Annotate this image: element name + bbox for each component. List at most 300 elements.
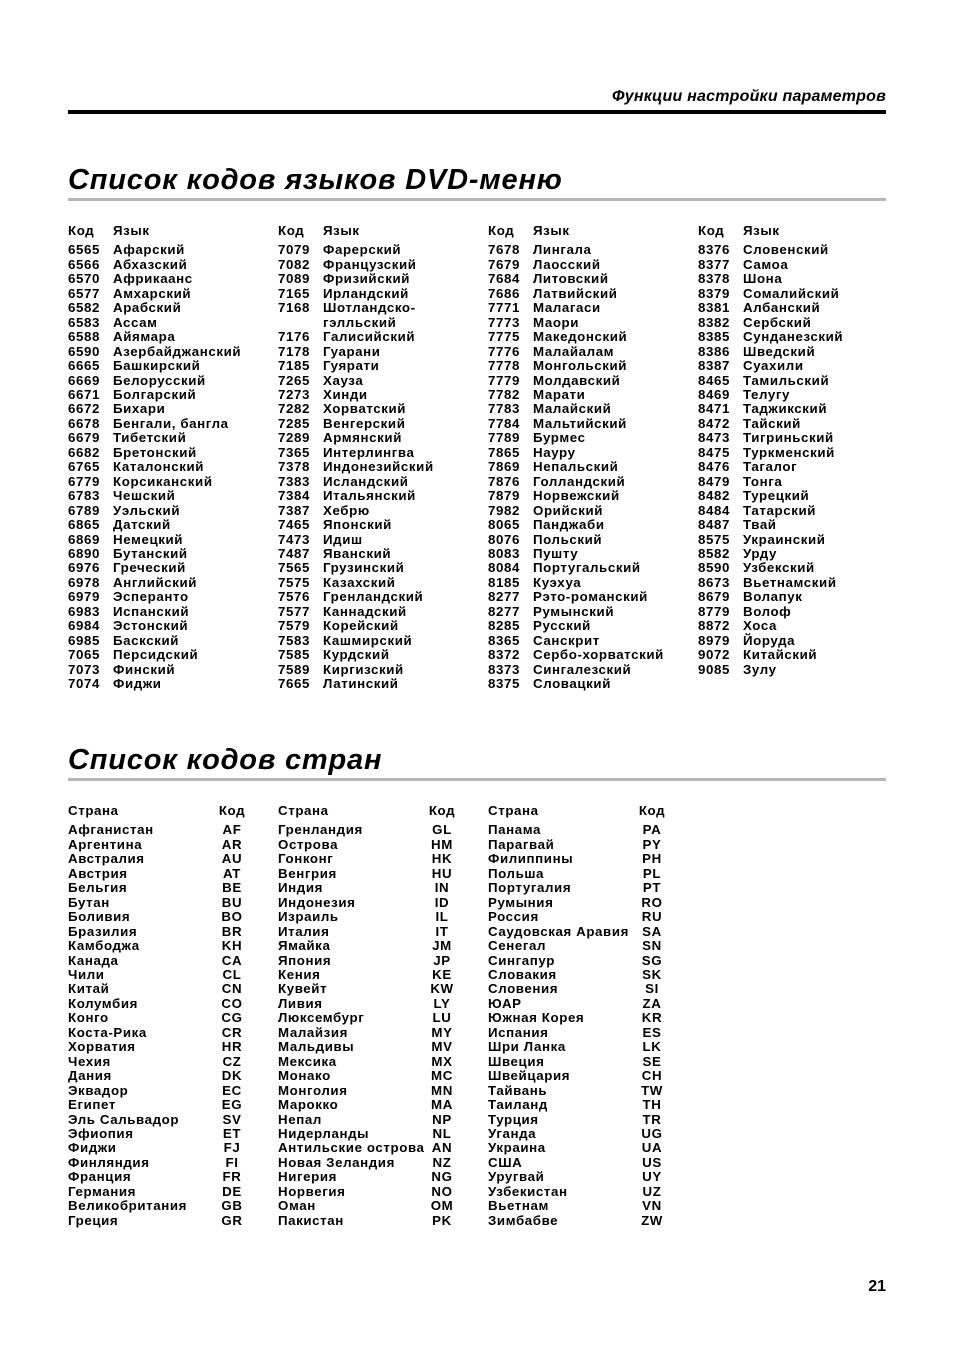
language-code: 7865 — [488, 444, 520, 460]
language-column-header — [68, 224, 278, 238]
country-name: Ливия — [278, 995, 323, 1011]
country-code: PL — [642, 865, 662, 881]
country-name: Сенегал — [488, 938, 547, 954]
country-code: PT — [642, 880, 662, 896]
country-code: SA — [642, 923, 662, 939]
language-name: Вьетнамский — [743, 574, 837, 590]
language-name: Маори — [533, 314, 580, 330]
country-name: Индия — [278, 880, 323, 896]
country-code: NG — [431, 1169, 453, 1185]
language-row — [488, 605, 698, 619]
language-name: Бихари — [113, 401, 166, 417]
country-name: Кения — [278, 966, 321, 982]
country-row — [488, 925, 698, 939]
country-name: Конго — [68, 1010, 109, 1026]
language-name: Тайский — [743, 415, 801, 431]
language-row — [68, 518, 278, 532]
country-name: Гренландия — [278, 822, 363, 838]
country-row — [68, 1141, 278, 1155]
language-column — [488, 224, 698, 692]
country-name: Дания — [68, 1068, 112, 1084]
language-name: Молдавский — [533, 372, 621, 388]
country-code: AN — [431, 1140, 453, 1156]
country-code: SV — [222, 1111, 242, 1127]
language-code: 8277 — [488, 603, 520, 619]
language-row — [68, 648, 278, 662]
language-code: 7679 — [488, 256, 520, 272]
language-row — [278, 330, 488, 344]
language-row — [68, 301, 278, 315]
country-row — [68, 1026, 278, 1040]
country-row — [488, 982, 698, 996]
language-code: 8386 — [698, 343, 730, 359]
country-code: OM — [430, 1198, 454, 1214]
language-row — [68, 677, 278, 691]
language-code: 7273 — [278, 386, 310, 402]
language-name: Сингалезский — [533, 661, 632, 677]
country-code: UG — [641, 1125, 663, 1141]
language-code: 7585 — [278, 647, 310, 663]
country-name: Австралия — [68, 851, 145, 867]
language-row — [68, 590, 278, 604]
country-code: BR — [221, 923, 243, 939]
language-code: 6765 — [68, 459, 100, 475]
language-row — [488, 431, 698, 445]
language-code: 8473 — [698, 430, 730, 446]
language-code: 8065 — [488, 517, 520, 533]
language-row — [488, 576, 698, 590]
country-name: Гонконг — [278, 851, 334, 867]
language-code: 8465 — [698, 372, 730, 388]
country-code: KE — [432, 966, 452, 982]
language-row — [698, 374, 908, 388]
country-code: SN — [642, 938, 662, 954]
country-row — [68, 968, 278, 982]
language-row — [68, 576, 278, 590]
language-row — [68, 417, 278, 431]
language-name: Турецкий — [743, 488, 810, 504]
country-code: IN — [434, 880, 450, 896]
language-row — [698, 287, 908, 301]
country-code: ET — [222, 1125, 242, 1141]
country-name: Таиланд — [488, 1097, 548, 1113]
language-row — [488, 489, 698, 503]
language-code: 8385 — [698, 329, 730, 345]
country-row — [68, 1069, 278, 1083]
language-name: Малайский — [533, 401, 612, 417]
section-header: Функции настройки параметров — [612, 88, 886, 105]
language-row — [68, 663, 278, 677]
language-name: Белорусский — [113, 372, 206, 388]
country-code: LK — [642, 1039, 662, 1055]
country-code: SE — [642, 1053, 662, 1069]
language-row — [488, 388, 698, 402]
language-name: Македонский — [533, 329, 628, 345]
country-row — [68, 1098, 278, 1112]
language-name: Голландский — [533, 473, 626, 489]
country-name: Израиль — [278, 909, 339, 925]
language-code: 7285 — [278, 415, 310, 431]
language-name: Норвежский — [533, 488, 620, 504]
country-row — [278, 1156, 488, 1170]
country-row — [278, 823, 488, 837]
language-name: Малагаси — [533, 300, 601, 316]
country-name: Чехия — [68, 1053, 111, 1069]
country-name: Нигерия — [278, 1169, 337, 1185]
country-row — [488, 1199, 698, 1213]
country-name: Канада — [68, 952, 119, 968]
language-code: 6672 — [68, 401, 100, 417]
country-row — [488, 1011, 698, 1025]
language-row — [278, 301, 488, 315]
language-code: 8376 — [698, 242, 730, 258]
country-code: CL — [222, 966, 242, 982]
country-row — [68, 823, 278, 837]
country-code: PK — [432, 1212, 452, 1228]
language-name: Азербайджанский — [113, 343, 242, 359]
country-name: Египет — [68, 1097, 116, 1113]
language-row — [278, 258, 488, 272]
country-row — [488, 968, 698, 982]
language-row — [278, 431, 488, 445]
language-code: 7074 — [68, 676, 100, 692]
country-code: CA — [221, 952, 243, 968]
country-name: Китай — [68, 981, 110, 997]
language-name: Монгольский — [533, 358, 628, 374]
language-row — [488, 648, 698, 662]
country-name: Острова — [278, 836, 339, 852]
language-row — [698, 619, 908, 633]
language-row — [68, 402, 278, 416]
language-code: 8475 — [698, 444, 730, 460]
language-name: Тамильский — [743, 372, 830, 388]
language-row — [488, 345, 698, 359]
language-code: 8185 — [488, 574, 520, 590]
language-name: Казахский — [323, 574, 396, 590]
language-name: Идиш — [323, 531, 363, 547]
language-name: Туркменский — [743, 444, 835, 460]
country-row — [488, 1156, 698, 1170]
country-row — [278, 1098, 488, 1112]
country-row — [488, 852, 698, 866]
country-name: Ямайка — [278, 938, 331, 954]
language-row — [698, 446, 908, 460]
language-code: 7282 — [278, 401, 310, 417]
language-row — [488, 301, 698, 315]
country-code: AT — [223, 865, 241, 881]
language-code: 7579 — [278, 618, 310, 634]
country-code: FR — [222, 1169, 242, 1185]
language-name: Ирландский — [323, 285, 409, 301]
language-row — [278, 634, 488, 648]
language-header: Язык — [113, 223, 150, 238]
language-name: Тигриньский — [743, 430, 834, 446]
country-row — [278, 852, 488, 866]
language-code: 7387 — [278, 502, 310, 518]
language-code: 8083 — [488, 545, 520, 561]
language-name: Румынский — [533, 603, 615, 619]
country-name: Люксембург — [278, 1010, 365, 1026]
language-code: 7065 — [68, 647, 100, 663]
language-code: 8076 — [488, 531, 520, 547]
country-name: Коста-Рика — [68, 1024, 147, 1040]
country-row — [278, 1214, 488, 1228]
language-code: 7577 — [278, 603, 310, 619]
country-code: CG — [221, 1010, 243, 1026]
country-name: Россия — [488, 909, 539, 925]
country-row — [68, 997, 278, 1011]
country-code: AR — [221, 836, 243, 852]
country-row — [68, 1084, 278, 1098]
country-row — [278, 1040, 488, 1054]
country-code: AU — [221, 851, 243, 867]
language-code: 8471 — [698, 401, 730, 417]
country-row — [488, 823, 698, 837]
language-code: 7879 — [488, 488, 520, 504]
country-row — [488, 838, 698, 852]
country-name: Саудовская Аравия — [488, 923, 629, 939]
language-code: 8373 — [488, 661, 520, 677]
country-row — [68, 881, 278, 895]
language-name: Фризийский — [323, 271, 411, 287]
language-column-header — [488, 224, 698, 238]
language-row — [488, 590, 698, 604]
language-code: 7775 — [488, 329, 520, 345]
country-row — [488, 881, 698, 895]
country-name: Австрия — [68, 865, 128, 881]
country-row — [488, 1141, 698, 1155]
country-name: Мексика — [278, 1053, 337, 1069]
language-row — [698, 576, 908, 590]
language-name: Греческий — [113, 560, 186, 576]
language-name: Гуарани — [323, 343, 381, 359]
country-row — [68, 982, 278, 996]
language-name: Урду — [743, 545, 777, 561]
code-header: Код — [68, 223, 95, 238]
country-row — [488, 1170, 698, 1184]
country-row — [488, 867, 698, 881]
language-row — [278, 374, 488, 388]
country-name: Япония — [278, 952, 332, 968]
language-name: Волоф — [743, 603, 792, 619]
language-name: Болгарский — [113, 386, 197, 402]
country-column — [278, 804, 488, 1228]
language-row — [698, 561, 908, 575]
language-code — [278, 316, 323, 330]
country-row — [278, 997, 488, 1011]
language-code: 8590 — [698, 560, 730, 576]
language-name: Африкаанс — [113, 271, 193, 287]
language-code: 7589 — [278, 661, 310, 677]
country-code: DE — [222, 1183, 242, 1199]
country-row — [68, 1214, 278, 1228]
language-row — [68, 605, 278, 619]
country-code: BU — [221, 894, 243, 910]
language-row — [698, 489, 908, 503]
country-code: SK — [642, 966, 662, 982]
country-column — [488, 804, 698, 1228]
country-name: Эквадор — [68, 1082, 129, 1098]
country-code: RO — [641, 894, 663, 910]
country-code: HR — [221, 1039, 243, 1055]
country-name: Финляндия — [68, 1154, 150, 1170]
language-code: 6566 — [68, 256, 100, 272]
country-row — [68, 1011, 278, 1025]
language-name: Амхарский — [113, 285, 192, 301]
language-row — [68, 475, 278, 489]
country-codes-table — [68, 804, 698, 1228]
country-column-header — [488, 804, 698, 818]
country-name: Марокко — [278, 1097, 339, 1113]
country-code: KW — [430, 981, 454, 997]
language-row — [488, 677, 698, 691]
country-row — [488, 1113, 698, 1127]
language-name: Датский — [113, 517, 171, 533]
country-code: NO — [431, 1183, 453, 1199]
language-row — [68, 561, 278, 575]
language-row — [68, 287, 278, 301]
language-row — [698, 460, 908, 474]
language-name: Узбекский — [743, 560, 815, 576]
language-code: 6577 — [68, 285, 100, 301]
language-name: Немецкий — [113, 531, 184, 547]
language-name: Зулу — [743, 661, 777, 677]
language-code: 8779 — [698, 603, 730, 619]
language-name: Украинский — [743, 531, 826, 547]
language-row — [488, 547, 698, 561]
country-code: NL — [432, 1125, 452, 1141]
language-name: Арабский — [113, 300, 182, 316]
language-column — [278, 224, 488, 692]
language-codes-table — [68, 224, 908, 692]
language-row — [278, 345, 488, 359]
language-row — [488, 475, 698, 489]
country-code: GL — [432, 822, 452, 838]
language-name: Португальский — [533, 560, 641, 576]
language-row — [698, 663, 908, 677]
header-rule — [68, 110, 886, 114]
language-code: 7982 — [488, 502, 520, 518]
language-name: Японский — [323, 517, 392, 533]
country-code: GB — [221, 1198, 243, 1214]
country-code: CZ — [222, 1053, 242, 1069]
language-code: 6582 — [68, 300, 100, 316]
country-row — [278, 1170, 488, 1184]
language-code: 6590 — [68, 343, 100, 359]
language-row — [68, 431, 278, 445]
country-code: LY — [433, 995, 451, 1011]
language-name: Бурмес — [533, 430, 586, 446]
language-code: 7378 — [278, 459, 310, 475]
language-row — [698, 518, 908, 532]
country-name: Пакистан — [278, 1212, 344, 1228]
language-name: Гуярати — [323, 358, 380, 374]
language-code: 7876 — [488, 473, 520, 489]
language-code: 6984 — [68, 618, 100, 634]
country-name: Вьетнам — [488, 1198, 549, 1214]
language-code: 7779 — [488, 372, 520, 388]
country-code: CR — [221, 1024, 243, 1040]
language-name: Английский — [113, 574, 198, 590]
country-row — [488, 1214, 698, 1228]
language-row — [698, 475, 908, 489]
country-name: Монголия — [278, 1082, 348, 1098]
country-code: MN — [431, 1082, 453, 1098]
country-code: AF — [222, 822, 242, 838]
country-code: NZ — [432, 1154, 452, 1170]
language-row — [698, 605, 908, 619]
country-row — [278, 881, 488, 895]
language-name: Киргизский — [323, 661, 404, 677]
country-code: MX — [431, 1053, 453, 1069]
language-row — [488, 561, 698, 575]
country-row — [278, 1185, 488, 1199]
country-row — [488, 1026, 698, 1040]
language-row — [278, 663, 488, 677]
language-row — [488, 272, 698, 286]
language-name: Французский — [323, 256, 417, 272]
language-row — [488, 533, 698, 547]
country-code: JM — [432, 938, 452, 954]
language-row — [68, 258, 278, 272]
country-row — [278, 1069, 488, 1083]
language-row — [278, 287, 488, 301]
country-name: Словакия — [488, 966, 557, 982]
language-row — [68, 489, 278, 503]
language-name: Таджикский — [743, 401, 828, 417]
country-row — [278, 1026, 488, 1040]
country-row — [488, 954, 698, 968]
language-code: 6976 — [68, 560, 100, 576]
country-code: TR — [642, 1111, 662, 1127]
country-name: Хорватия — [68, 1039, 136, 1055]
language-code: 8673 — [698, 574, 730, 590]
language-name: Куэхуа — [533, 574, 582, 590]
language-code: 6570 — [68, 271, 100, 287]
language-name: Кашмирский — [323, 632, 413, 648]
language-code: 8365 — [488, 632, 520, 648]
language-code: 8476 — [698, 459, 730, 475]
language-name: Интерлингва — [323, 444, 415, 460]
language-name: Айямара — [113, 329, 176, 345]
country-name: Южная Корея — [488, 1010, 585, 1026]
country-name: США — [488, 1154, 523, 1170]
country-code: CN — [221, 981, 243, 997]
country-row — [68, 867, 278, 881]
country-row — [278, 1127, 488, 1141]
language-row — [68, 634, 278, 648]
country-column — [68, 804, 278, 1228]
country-name: Греция — [68, 1212, 119, 1228]
country-name: Мальдивы — [278, 1039, 355, 1055]
language-row — [278, 590, 488, 604]
language-code: 8379 — [698, 285, 730, 301]
country-row — [278, 1011, 488, 1025]
country-name: Малайзия — [278, 1024, 348, 1040]
language-code: 7165 — [278, 285, 310, 301]
language-name: Самоа — [743, 256, 789, 272]
language-code: 8375 — [488, 676, 520, 692]
language-name: Яванский — [323, 545, 392, 561]
country-name: Словения — [488, 981, 559, 997]
country-name: Италия — [278, 923, 330, 939]
country-row — [278, 954, 488, 968]
language-name: Исландский — [323, 473, 409, 489]
country-code: ZW — [641, 1212, 663, 1228]
language-code: 6779 — [68, 473, 100, 489]
language-code: 7168 — [278, 300, 310, 316]
language-code: 8285 — [488, 618, 520, 634]
